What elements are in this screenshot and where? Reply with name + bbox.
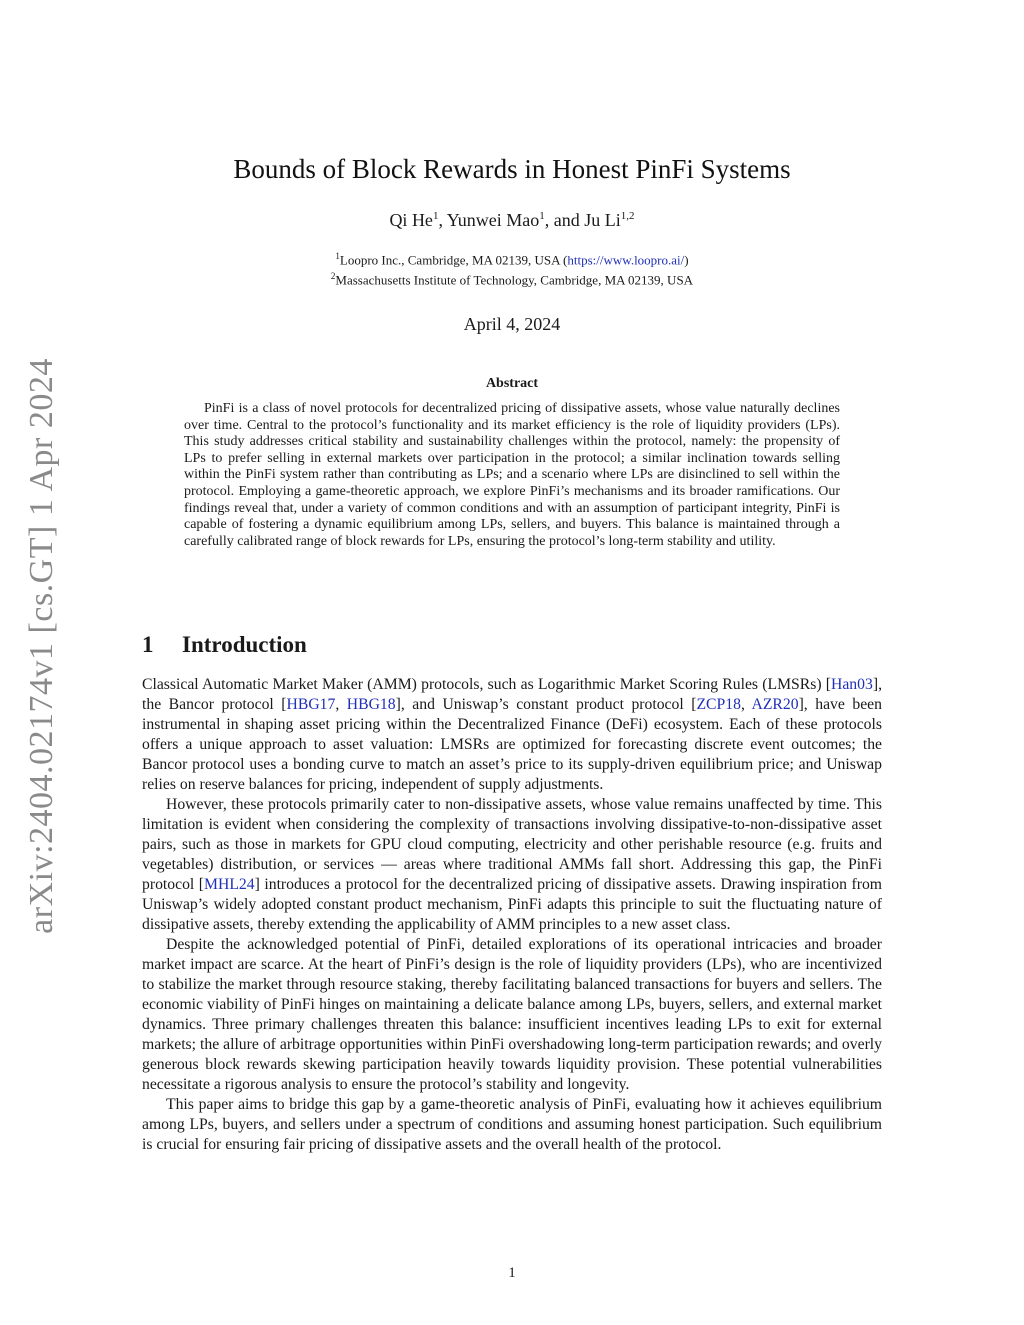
affiliations	[0, 248, 1024, 289]
paragraph-text: ,	[335, 696, 347, 713]
citation-link[interactable]: ZCP18	[696, 696, 741, 713]
intro-paragraph-2	[142, 795, 882, 935]
page-number: 1	[508, 1265, 516, 1281]
abstract-heading: Abstract	[485, 376, 539, 391]
affiliation-1	[0, 248, 1024, 268]
paragraph-text: However, these protocols primarily cater to non-dissipative assets, whose value remains unaffected by time. This limitation is evident when considering the complexity of transactions involving dissipative-to-non-dissipative asset pairs, such as those in markets for GPU cloud computing, electricity and other perishable resource (e.g. fruits and vegetables) distribution, or services — areas where traditional AMMs fall short. Addressing this gap, the PinFi protocol [	[142, 796, 882, 893]
abstract-body: PinFi is a class of novel protocols for decentralized pricing of dissipative assets, whose value naturally declines over time. Central to the protocol’s functionality and its market efficiency is the role of liquidity providers (LPs). This study addresses critical stability and sustainability challenges within the protocol, namely: the propensity of LPs to prefer selling in external markets over participation in the protocol; a similar inclination towards selling within the PinFi system rather than contributing as LPs; and a scenario where LPs are disinclined to sell within the protocol. Employing a game-theoretic approach, we explore PinFi’s mechanisms and its broader ramifications. Our findings reveal that, under a variety of common conditions and with an assumption of participant integrity, PinFi is capable of fostering a dynamic equilibrium among LPs, sellers, and buyers. This balance is maintained through a carefully calibrated range of block rewards for LPs, ensuring the protocol’s long-term stability and utility.	[184, 401, 840, 549]
affiliation-2	[0, 268, 1024, 288]
arxiv-sidebar	[22, 358, 62, 934]
author-name: Qi He	[389, 210, 433, 230]
publication-date: April 4, 2024	[463, 314, 561, 334]
paragraph-text: ], the Bancor protocol [	[142, 676, 882, 713]
paragraph-text: ] introduces a protocol for the decentralized pricing of dissipative assets. Drawing inspiration from Uniswap’s widely adopted constant product mechanism, PinFi adapts this principle to suit the fluctuating nature of dissipative assets, thereby extending the applicability of AMM principles to a new asset class.	[142, 876, 882, 933]
section-title: Introduction	[182, 632, 307, 657]
intro-paragraph-4: This paper aims to bridge this gap by a game-theoretic analysis of PinFi, evaluating how it achieves equilibrium among LPs, buyers, and sellers under a spectrum of conditions and assuming honest participation. Such equilibrium is crucial for ensuring fair pricing of dissipative assets and the overall health of the protocol.	[142, 1096, 882, 1153]
intro-paragraph-1	[142, 675, 882, 795]
paragraph-text: ], have been instrumental in shaping asset pricing within the Decentralized Finance (DeFi) ecosystem. Each of these protocols offers a unique approach to asset valuation: LMSRs are optimized for forecasting discrete event outcomes; the Bancor protocol uses a bonding curve to match an asset’s price to its supply-driven equilibrium price; and Uniswap relies on reserve balances for pricing, independent of supply adjustments.	[142, 696, 882, 793]
intro-paragraph-3: Despite the acknowledged potential of PinFi, detailed explorations of its operational intricacies and broader market impact are scarce. At the heart of PinFi’s design is the role of liquidity providers (LPs), who are incentivized to stabilize the market through resource staking, thereby facilitating balanced transactions for buyers and sellers. The economic viability of PinFi hinges on maintaining a delicate balance among LPs, buyers, sellers, and external market dynamics. Three primary challenges threaten this balance: insufficient incentives leading LPs to exit for external markets; the allure of arbitrage opportunities within PinFi overshadowing long-term participation rewards; and overly generous block rewards skewing participation heavily towards liquidity provision. These potential vulnerabilities necessitate a rigorous analysis to ensure the protocol’s stability and longevity.	[142, 936, 882, 1093]
author-separator: , and	[544, 210, 585, 230]
citation-link[interactable]: MHL24	[204, 876, 255, 893]
affiliation-text-end: )	[684, 252, 689, 268]
paper-title: Bounds of Block Rewards in Honest PinFi Systems	[233, 154, 791, 184]
author-list	[0, 210, 1024, 231]
author-name: Yunwei Mao	[446, 210, 540, 230]
affiliation-mark: 1	[335, 251, 340, 261]
author-affiliation-mark: 1	[539, 210, 545, 222]
paragraph-text: Classical Automatic Market Maker (AMM) protocols, such as Logarithmic Market Scoring Rules (LMSRs) [	[142, 676, 832, 693]
introduction-body	[142, 675, 882, 1155]
author-separator: ,	[438, 210, 447, 230]
citation-link[interactable]: Han03	[831, 676, 873, 693]
citation-link[interactable]: HBG18	[346, 696, 396, 713]
author-name: Ju Li	[584, 210, 621, 230]
paragraph-text: ], and Uniswap’s constant product protocol [	[395, 696, 697, 713]
citation-link[interactable]: AZR20	[751, 696, 799, 713]
author-affiliation-mark: 1,2	[620, 210, 635, 222]
author-affiliation-mark: 1	[432, 210, 439, 222]
affiliation-text: Loopro Inc., Cambridge, MA 02139, USA (	[339, 252, 568, 268]
section-heading	[142, 632, 307, 658]
section-number: 1	[142, 632, 154, 657]
affiliation-url-link[interactable]: https://www.loopro.ai/	[567, 252, 685, 268]
arxiv-identifier: arXiv:2404.02174v1 [cs.GT] 1 Apr 2024	[23, 358, 60, 934]
citation-link[interactable]: HBG17	[286, 696, 336, 713]
affiliation-mark: 2	[330, 271, 336, 282]
paragraph-text: ,	[740, 696, 752, 713]
affiliation-text: Massachusetts Institute of Technology, Cambridge, MA 02139, USA	[335, 272, 694, 288]
